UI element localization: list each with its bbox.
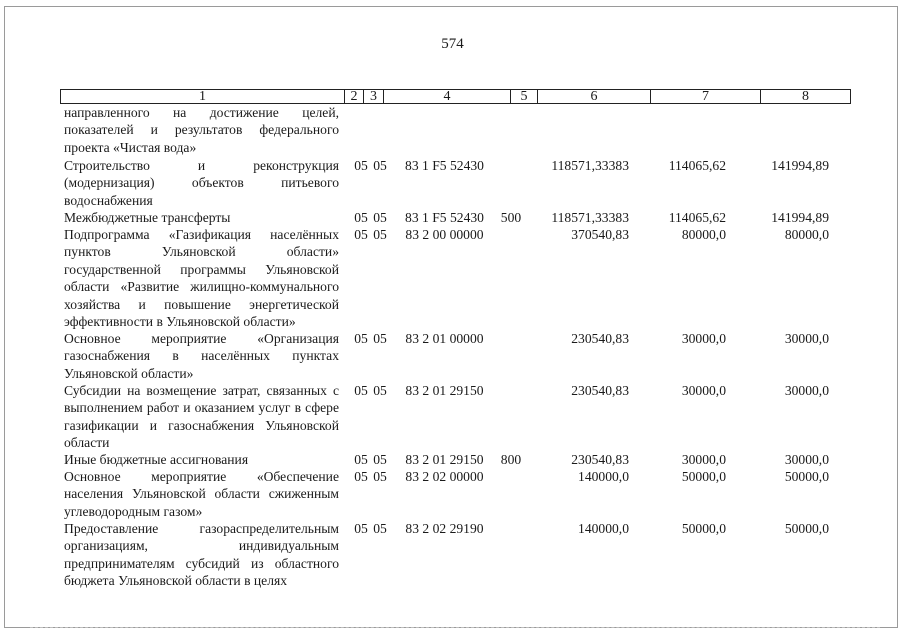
cell-amount-col8: 30000,0 <box>784 383 829 398</box>
cell-section: 05 <box>354 158 368 173</box>
cell-subsection: 05 <box>373 331 387 346</box>
cell-amount-col7: 50000,0 <box>681 469 726 484</box>
cell-target-article: 83 2 02 29190 <box>405 521 484 536</box>
cell-subsection: 05 <box>373 383 387 398</box>
cell-section: 05 <box>354 331 368 346</box>
row-description: Межбюджетные трансферты <box>64 210 231 225</box>
column-header-4: 4 <box>384 90 511 103</box>
column-header-8: 8 <box>802 89 809 104</box>
cell-amount-col8: 50000,0 <box>784 469 829 484</box>
cell-amount-col8: 80000,0 <box>784 227 829 242</box>
cell-amount-col6: 370540,83 <box>571 227 629 242</box>
cell-amount-col6: 118571,33383 <box>551 158 629 173</box>
cell-amount-col6: 230540,83 <box>571 331 629 346</box>
cell-section: 05 <box>354 521 368 536</box>
cell-target-article: 83 2 01 00000 <box>405 331 484 346</box>
cell-subsection: 05 <box>373 158 387 173</box>
column-header-6: 6 <box>538 90 651 103</box>
column-header-1: 1 <box>61 90 345 103</box>
cell-expense-type: 500 <box>500 210 522 225</box>
cell-subsection: 05 <box>373 452 387 467</box>
cell-amount-col7: 114065,62 <box>668 210 726 225</box>
cell-target-article: 83 2 01 29150 <box>405 452 484 467</box>
cell-amount-col6: 118571,33383 <box>551 210 629 225</box>
cell-section: 05 <box>354 383 368 398</box>
cell-amount-col8: 50000,0 <box>784 521 829 536</box>
cell-amount-col7: 114065,62 <box>668 158 726 173</box>
cell-subsection: 05 <box>373 469 387 484</box>
row-description: Строительство и реконструкция (модернизация) объектов питьевого водоснабжения <box>64 158 339 208</box>
column-header-5: 5 <box>511 90 538 103</box>
bottom-rule <box>30 627 880 628</box>
cell-subsection: 05 <box>373 227 387 242</box>
cell-section: 05 <box>354 469 368 484</box>
cell-amount-col8: 30000,0 <box>784 452 829 467</box>
cell-amount-col8: 30000,0 <box>784 331 829 346</box>
cell-target-article: 83 2 00 00000 <box>405 227 484 242</box>
cell-subsection: 05 <box>373 210 387 225</box>
cell-target-article: 83 2 02 00000 <box>405 469 484 484</box>
page-number: 574 <box>441 36 464 52</box>
cell-amount-col7: 80000,0 <box>681 227 726 242</box>
cell-amount-col7: 30000,0 <box>681 331 726 346</box>
row-description: Подпрограмма «Газификация населённых пунктов Ульяновской области» государственной программы Ульяновской области «Развитие жилищно-коммунального хозяйства и повышение энергетической эффективности в Ульяновской области» <box>64 227 339 330</box>
cell-amount-col8: 141994,89 <box>771 158 829 173</box>
cell-amount-col6: 230540,83 <box>571 383 629 398</box>
cell-amount-col6: 140000,0 <box>578 469 629 484</box>
cell-amount-col6: 230540,83 <box>571 452 629 467</box>
cell-section: 05 <box>354 210 368 225</box>
cell-target-article: 83 1 F5 52430 <box>405 158 484 173</box>
row-description: Основное мероприятие «Обеспечение населения Ульяновской области сжиженным углеводородным газом» <box>64 469 339 519</box>
cell-amount-col6: 140000,0 <box>578 521 629 536</box>
cell-subsection: 05 <box>373 521 387 536</box>
row-description: Предоставление газораспределительным организациям, индивидуальным предпринимателям субсидий из областного бюджета Ульяновской области в целях <box>64 521 339 589</box>
column-header-3: 3 <box>364 90 384 103</box>
row-description: Субсидии на возмещение затрат, связанных с выполнением работ и оказанием услуг в сфере газификации и газоснабжения Ульяновской области <box>64 383 339 451</box>
column-header-2: 2 <box>345 90 364 103</box>
column-header-7: 7 <box>651 90 761 103</box>
cell-amount-col7: 30000,0 <box>681 383 726 398</box>
row-description: Основное мероприятие «Организация газоснабжения в населённых пунктах Ульяновской области» <box>64 331 339 381</box>
cell-target-article: 83 1 F5 52430 <box>405 210 484 225</box>
cell-expense-type: 800 <box>500 452 522 467</box>
cell-amount-col8: 141994,89 <box>771 210 829 225</box>
cell-target-article: 83 2 01 29150 <box>405 383 484 398</box>
row-description: направленного на достижение целей, показателей и результатов федерального проекта «Чистая вода» <box>64 105 339 155</box>
cell-amount-col7: 50000,0 <box>681 521 726 536</box>
row-description: Иные бюджетные ассигнования <box>64 452 249 467</box>
cell-section: 05 <box>354 452 368 467</box>
cell-amount-col7: 30000,0 <box>681 452 726 467</box>
cell-section: 05 <box>354 227 368 242</box>
